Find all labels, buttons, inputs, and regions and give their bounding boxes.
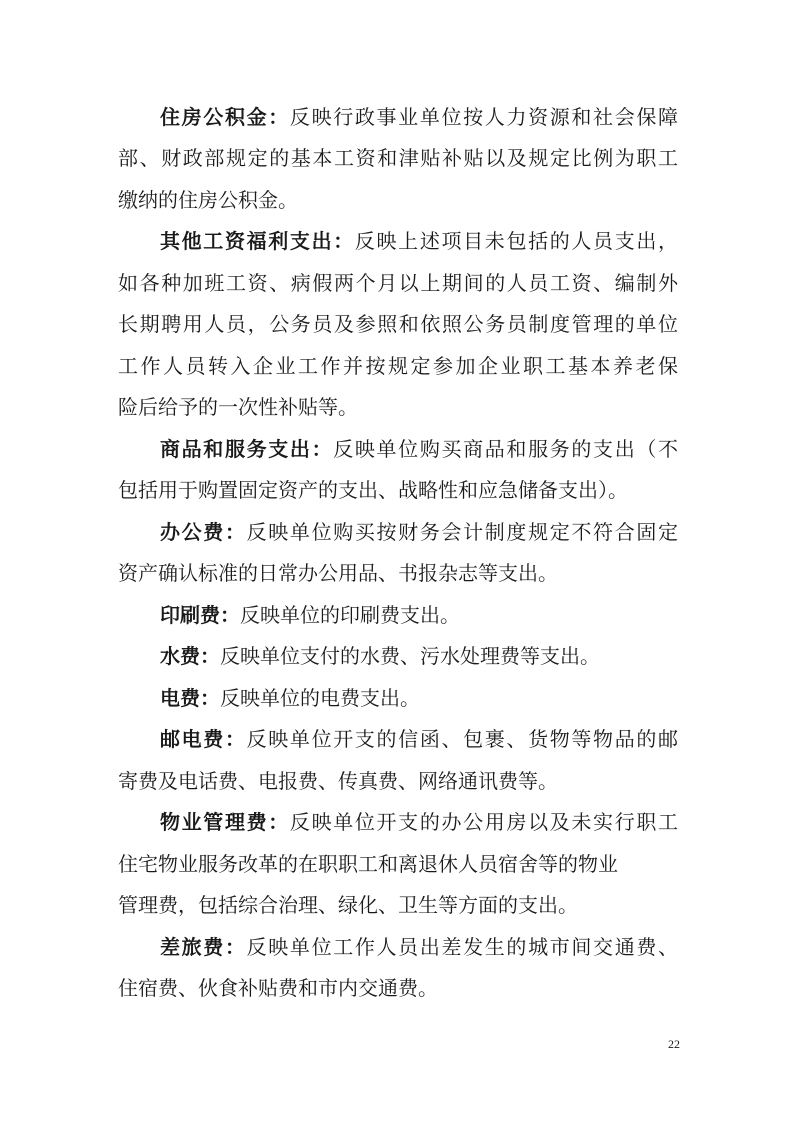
entry-housing-fund-line-2: 部、财政部规定的基本工资和津贴补贴以及规定比例为职工 — [118, 146, 678, 170]
entry-property-mgmt-line-3: 管理费，包括综合治理、绿化、卫生等方面的支出。 — [118, 893, 578, 917]
entry-travel-line-2: 住宿费、伙食补贴费和市内交通费。 — [118, 976, 438, 1000]
entry-text: 反映单位开支的办公用房以及未实行职工 — [289, 810, 678, 834]
entry-term: 邮电费： — [160, 727, 247, 751]
entry-electricity-line-1 — [160, 678, 678, 718]
entry-office-line-1 — [160, 512, 678, 552]
entry-goods-services-line-1 — [160, 429, 678, 469]
entry-housing-fund-line-1 — [160, 97, 678, 137]
entry-text: 反映上述项目未包括的人员支出， — [354, 229, 678, 253]
entry-other-wages-line-5: 险后给予的一次性补贴等。 — [118, 395, 358, 419]
entry-water-line-1 — [160, 636, 678, 676]
entry-travel-line-1 — [160, 927, 678, 967]
entry-text: 反映行政事业单位按人力资源和社会保障 — [289, 105, 678, 129]
entry-term: 住房公积金： — [160, 105, 290, 129]
entry-property-mgmt-line-1 — [160, 802, 678, 842]
page-number: 22 — [668, 1037, 680, 1051]
entry-text: 反映单位的电费支出。 — [220, 686, 420, 710]
entry-term: 物业管理费： — [160, 810, 290, 834]
entry-term: 印刷费： — [160, 603, 240, 627]
entry-other-wages-line-2: 如各种加班工资、病假两个月以上期间的人员工资、编制外 — [118, 271, 678, 295]
entry-term: 差旅费： — [160, 935, 247, 959]
entry-post-telecom-line-2: 寄费及电话费、电报费、传真费、网络通讯费等。 — [118, 769, 558, 793]
entry-office-line-2: 资产确认标准的日常办公用品、书报杂志等支出。 — [118, 561, 558, 585]
entry-text: 反映单位购买按财务会计制度规定不符合固定 — [246, 520, 678, 544]
entry-text: 反映单位支付的水费、污水处理费等支出。 — [220, 644, 600, 668]
entry-term: 商品和服务支出： — [160, 437, 334, 461]
entry-other-wages-line-4: 工作人员转入企业工作并按规定参加企业职工基本养老保 — [118, 354, 678, 378]
entry-text: 反映单位购买商品和服务的支出（不 — [333, 437, 678, 461]
entry-text: 反映单位开支的信函、包裹、货物等物品的邮 — [246, 727, 678, 751]
entry-term: 水费： — [160, 644, 220, 668]
entry-text: 反映单位的印刷费支出。 — [240, 603, 460, 627]
entry-goods-services-line-2: 包括用于购置固定资产的支出、战略性和应急储备支出）。 — [118, 478, 628, 502]
entry-other-wages-line-1 — [160, 221, 678, 261]
entry-post-telecom-line-1 — [160, 719, 678, 759]
entry-text: 反映单位工作人员出差发生的城市间交通费、 — [246, 935, 678, 959]
entry-other-wages-line-3: 长期聘用人员，公务员及参照和依照公务员制度管理的单位 — [118, 312, 678, 336]
entry-property-mgmt-line-2: 住宅物业服务改革的在职职工和离退休人员宿舍等的物业 — [118, 852, 618, 876]
entry-printing-line-1 — [160, 595, 678, 635]
entry-term: 电费： — [160, 686, 220, 710]
entry-term: 办公费： — [160, 520, 247, 544]
entry-housing-fund-line-3: 缴纳的住房公积金。 — [118, 188, 298, 212]
entry-term: 其他工资福利支出： — [160, 229, 355, 253]
